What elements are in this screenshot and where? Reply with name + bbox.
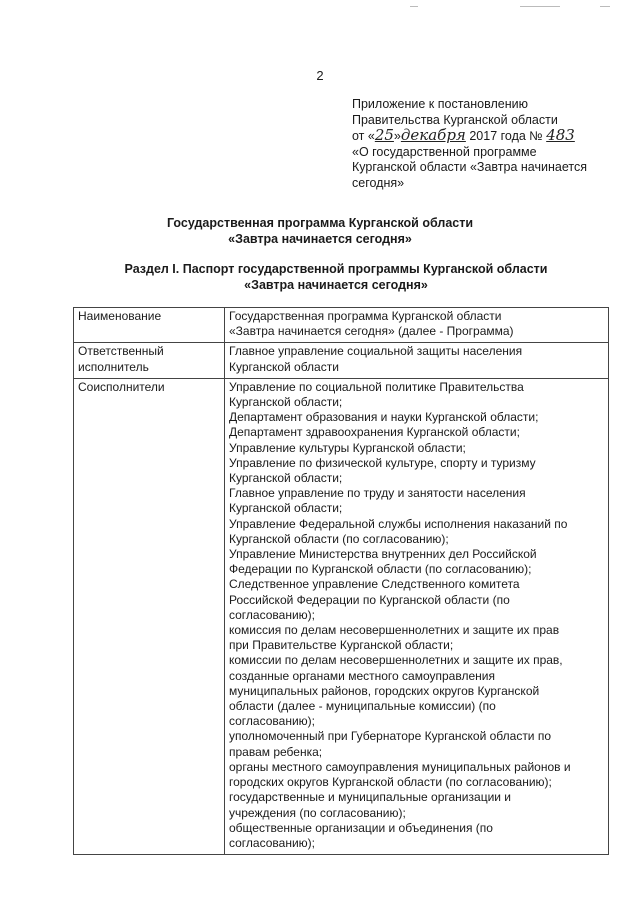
handwritten-day: 25 xyxy=(374,126,394,145)
handwritten-month: декабря xyxy=(400,126,466,145)
list-item: согласованию); xyxy=(229,607,315,622)
table-row xyxy=(74,308,609,343)
scan-mark xyxy=(520,6,560,7)
list-item: Управление по физической культуре, спорту и туризму xyxy=(229,455,536,470)
row-value: Государственная программа Курганской области «Завтра начинается сегодня» (далее - Программа) xyxy=(225,308,609,343)
list-item: области (далее - муниципальные комиссии) (по xyxy=(229,699,496,714)
document-title: Государственная программа Курганской области «Завтра начинается сегодня» xyxy=(166,216,474,246)
list-item: общественные организации и объединения (по xyxy=(229,820,493,835)
list-item: Следственное управление Следственного комитета xyxy=(229,577,520,592)
row-value xyxy=(225,378,609,854)
appendix-header xyxy=(352,97,612,192)
appendix-line: «О государственной программе xyxy=(352,144,537,159)
scan-mark xyxy=(600,6,610,7)
appendix-line: сегодня» xyxy=(352,175,405,190)
list-item: комиссии по делам несовершеннолетних и защите их прав, xyxy=(229,653,563,668)
list-item: Федерации по Курганской области (по согласованию); xyxy=(229,562,532,577)
list-item: Курганской области (по согласованию); xyxy=(229,531,449,546)
list-item: Управление Министерства внутренних дел Российской xyxy=(229,547,537,562)
list-item: Российской Федерации по Курганской области (по xyxy=(229,592,510,607)
appendix-line: Приложение к постановлению xyxy=(352,97,528,111)
section-title: Раздел I. Паспорт государственной программы Курганской области «Завтра начинается сегодня» xyxy=(124,262,548,292)
appendix-line: Курганской области «Завтра начинается xyxy=(352,160,587,175)
list-item: уполномоченный при Губернаторе Курганской области по xyxy=(229,729,552,744)
scan-mark xyxy=(410,6,418,7)
row-label: Соисполнители xyxy=(74,378,225,854)
list-item: Курганской области; xyxy=(229,395,343,410)
list-item: Департамент здравоохранения Курганской области; xyxy=(229,425,520,440)
passport-table xyxy=(73,307,609,855)
handwritten-number: 483 xyxy=(546,126,575,145)
row-label: Ответственный исполнитель xyxy=(74,343,225,378)
list-item: при Правительстве Курганской области; xyxy=(229,638,454,653)
list-item: согласованию); xyxy=(229,714,315,729)
list-item: Курганской области; xyxy=(229,501,343,516)
list-item: городских округов Курганской области (по согласованию); xyxy=(229,775,552,790)
appendix-line: Правительства Курганской области xyxy=(352,112,558,127)
list-item: Департамент образования и науки Курганской области; xyxy=(229,410,539,425)
table-row xyxy=(74,378,609,854)
list-item: правам ребенка; xyxy=(229,744,323,759)
list-item: согласованию); xyxy=(229,835,315,850)
list-item: учреждения (по согласованию); xyxy=(229,805,406,820)
list-item: комиссия по делам несовершеннолетних и защите их прав xyxy=(229,623,560,638)
list-item: муниципальных районов, городских округов Курганской xyxy=(229,683,540,698)
row-label: Наименование xyxy=(74,308,225,343)
list-item: Управление культуры Курганской области; xyxy=(229,440,466,455)
row-value: Главное управление социальной защиты населения Курганской области xyxy=(225,343,609,378)
table-row xyxy=(74,343,609,378)
appendix-date-line: от «25»декабря 2017 года № 483 xyxy=(352,126,575,145)
list-item: Управление Федеральной службы исполнения наказаний по xyxy=(229,516,568,531)
list-item: Курганской области; xyxy=(229,471,343,486)
list-item: созданные органами местного самоуправления xyxy=(229,668,495,683)
list-item: государственные и муниципальные организации и xyxy=(229,790,512,805)
list-item: органы местного самоуправления муниципальных районов и xyxy=(229,759,571,774)
list-item: Главное управление по труду и занятости населения xyxy=(229,486,526,501)
page-number: 2 xyxy=(316,68,324,83)
list-item: Управление по социальной политике Правительства xyxy=(229,379,524,394)
